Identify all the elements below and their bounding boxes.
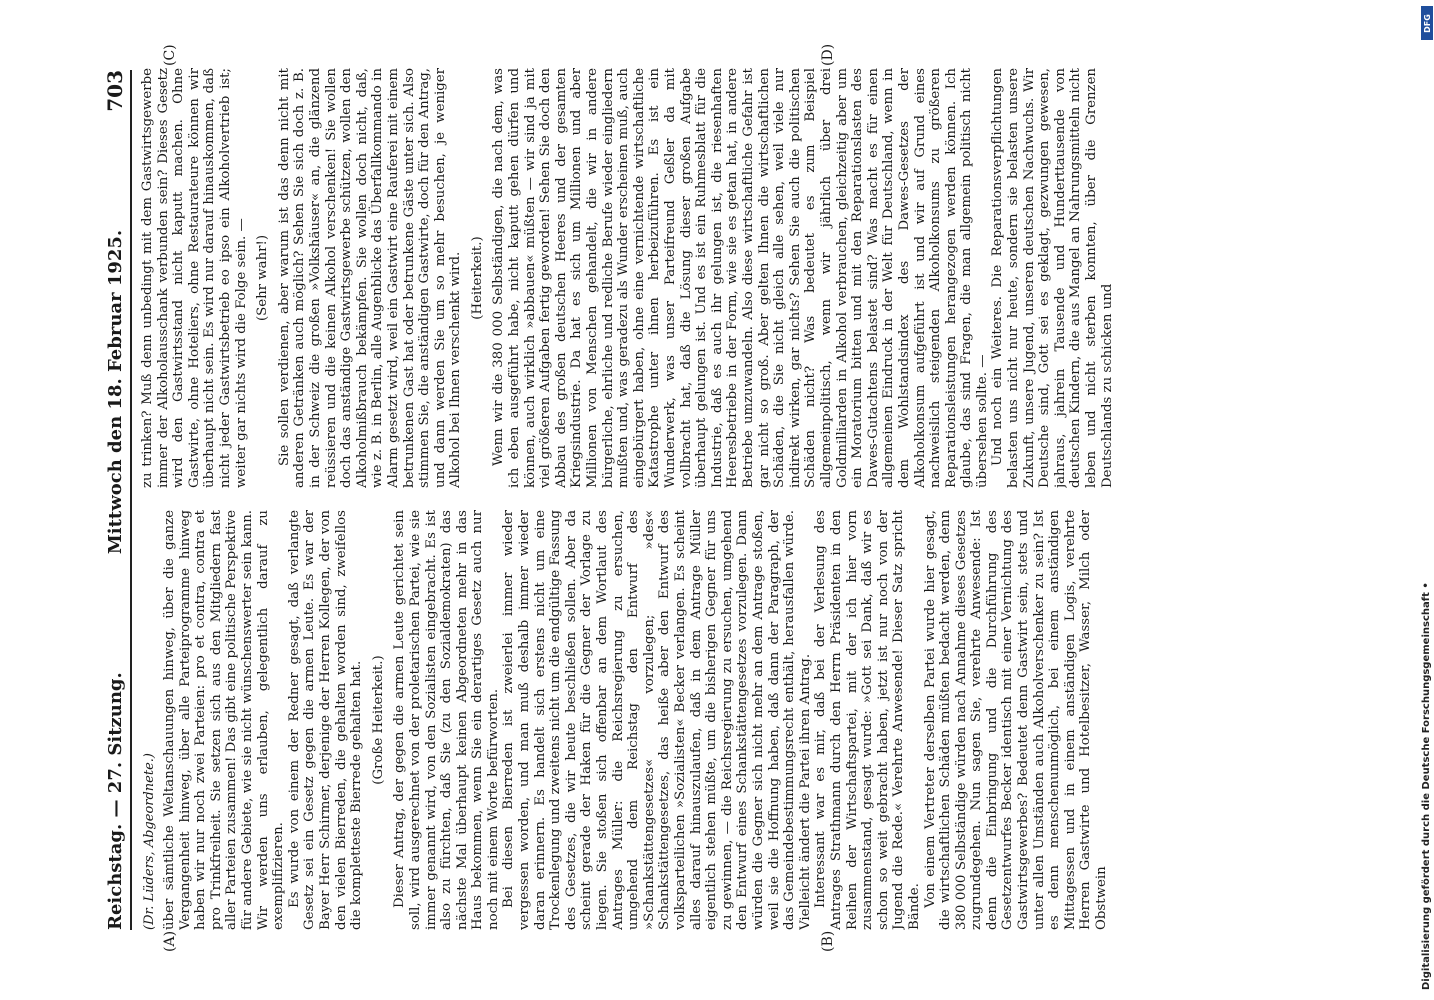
header-date: Mittwoch den 18. Februar 1925. <box>104 229 126 555</box>
rotated-page <box>100 43 1390 952</box>
interjection: (Große Heiterkeit.) <box>370 655 386 785</box>
interjection: (Heiterkeit.) <box>469 236 485 320</box>
paragraph: zu trinken? Muß denn unbedingt mit dem Gastwirtsgewerbe immer der Alkoholausschank verbunden sein? Dieses Gesetz wird den Gastwirtsstand nicht kaputt machen. Ohne Gastwirte, ohne Hoteliers, ohne Restaurateure können wir überhaupt nicht sein. Es wird nur darauf hinauskommen, daß nicht jeder Gastwirtsbetrieb eo ipso ein Alkoholvertrieb ist; weiter gar nichts wird die Folge sein. — <box>140 68 249 488</box>
paragraph: über sämtliche Weltanschauungen hinweg, über die ganze Vergangenheit hinweg, über alle Parteiprogramme hinweg haben wir nur noch zwei Parteien: pro et contra, contra et pro Trinkfreiheit. Sie setzen sich aus den Mitgliedern fast aller Parteien zusammen! Das gibt eine politische Perspektive für andere Gebiete, wie sie nicht wünschenswerter sein kann. Wir werden uns erlauben, gelegentlich darauf zu exemplifizieren. <box>162 510 287 930</box>
margin-marker-a: (A) <box>162 930 178 952</box>
text-column-left <box>162 510 1385 930</box>
page-header <box>100 70 132 930</box>
paragraph: Bei diesen Bierreden ist zweierlei immer wieder vergessen worden, und man muß deshalb immer wieder daran erinnern. Es handelt sich erstens nicht um eine Trockenlegung und zweitens nicht um die endgültige Fassung des Gesetzes, die wir heute beschließen sollen. Aber da scheint gerade der Haken für die Gegner der Vorlage zu liegen. Sie stoßen sich offenbar an dem Wortlaut des Antrages Müller: die Reichsregierung zu ersuchen, umgehend dem Reichstag den Entwurf des »Schankstättengesetzes« vorzulegen; »des« Schankstättengesetzes, das heiße aber den Entwurf des volksparteilichen »Sozialisten« Becker verlangen. Es scheint alles darauf hinauszulaufen, daß in dem Antrage Müller eigentlich stehen müßte, um die bisherigen Gegner für uns zu gewinnen, — die Reichsregierung zu ersuchen, umgehend den Entwurf eines Schankstättengesetzes vorzulegen. Dann würden die Gegner sich nicht mehr an dem Antrage stoßen, weil sie die Hoffnung haben, daß dann der Paragraph, der das Gemeindebestimmungsrecht enthält, herausfallen würde. Vielleicht ändert die Partei ihren Antrag. <box>501 510 813 930</box>
header-session: Reichstag. — 27. Sitzung. <box>104 672 126 930</box>
paragraph: Interessant war es mir, daß bei der Verlesung des Antrages Strathmann durch den Herrn Präsidenten in den Reihen der Wirtschaftspartei, mit der ich hier vorn zusammenstand, gesagt wurde: »Gott sei Dank, daß wir es schon so weit gebracht haben, jetzt ist nur noch von der Jugend die Rede.« Verehrte Anwesende! Dieser Satz spricht Bände. <box>813 510 922 930</box>
paragraph: Und noch ein Weiteres. Die Reparationsverpflichtungen belasten uns nicht nur heute, sondern sie belasten unsere Zukunft, unsere Jugend, unseren deutschen Nachwuchs. Wir Deutsche sind, Gott sei es geklagt, gezwungen gewesen, jahraus, jahrein Tausende und Hunderttausende von deutschen Kindern, die aus Mangel an Nahrungsmitteln nicht leben und nicht sterben konnten, über die Grenzen Deutschlands zu schicken und <box>990 68 1115 488</box>
page-number: 703 <box>103 70 127 112</box>
text-column-right <box>140 68 1385 488</box>
paragraph: Dieser Antrag, der gegen die armen Leute gerichtet sein soll, wird ausgerechnet von der proletarischen Partei, wie sie immer genannt wird, von den Sozialisten eingebracht. Es ist also zu fürchten, daß Sie (zu den Sozialdemokraten) das nächste Mal überhaupt keinen Abgeordneten mehr in das Haus bekommen, wenn Sie ein derartiges Gesetz auch nur noch mit einem Worte befürworten. <box>392 510 501 930</box>
speaker-line: (Dr. Lüders, Abgeordnete.) <box>142 753 157 930</box>
paragraph: Wenn wir die 380 000 Selbständigen, die nach dem, was ich eben ausgeführt habe, nicht kaputt gehen dürfen und können, auch wirklich »abbauen« müßten — wir sind ja mit viel größeren Aufgaben fertig geworden! Sehen Sie doch den Abbau des großen deutschen Heeres und der gesamten Kriegsindustrie. Da hat es sich um Millionen und aber Millionen von Menschen gehandelt, die wir in andere bürgerliche, ehrliche und redliche Berufe wieder eingliedern mußten und, was geradezu als Wunder erscheinen muß, auch eingebürgert haben, ohne eine vernichtende wirtschaftliche Katastrophe unter ihnen herbeizuführen. Es ist ein Wunderwerk, was unser Parteifreund Geßler da mit vollbracht hat, daß die Lösung dieser großen Aufgabe überhaupt gelungen ist. Und es ist ein Ruhmesblatt für die Industrie, daß es auch ihr gelungen ist, die riesenhaften Heeresbetriebe in der Form, wie sie es getan hat, in andere Betriebe umzuwandeln. Also diese wirtschaftliche Gefahr ist gar nicht so groß. Aber gelten Ihnen die wirtschaftlichen Schäden, die Sie nicht gleich alle sehen, weil viele nur indirekt wirken, gar nichts? Sehen Sie auch die politischen Schäden nicht? Was bedeutet es zum Beispiel allgemeinpolitisch, wenn wir jährlich über drei Goldmilliarden in Alkohol verbrauchen, gleichzeitig aber um ein Moratorium bitten und mit den Reparationslasten des Dawes-Gutachtens belastet sind? Was macht es für einen allgemeinen Eindruck in der Welt für Deutschland, wenn in dem Wohlstandsindex des Dawes-Gesetzes der Alkoholkonsum aufgeführt ist und wir auf Grund eines nachweislich steigenden Alkoholkonsums zu größeren Reparationsleistungen herangezogen werden können. Ich glaube, das sind Fragen, die man allgemein politisch nicht übersehen sollte. — <box>491 68 990 488</box>
funding-note-text: Digitalisierung gefördert durch die Deutsche Forschungsgemeinschaft • <box>1421 582 1432 990</box>
interjection: (Sehr wahr!) <box>255 234 271 322</box>
paragraph: Es wurde von einem der Redner gesagt, daß verlangte Gesetz sei ein Gesetz gegen die armen Leute. Es war der Bayer Herr Schirmer, derjenige der Herren Kollegen, der von den vielen Bierreden, die gehalten worden sind, zweifellos die kompletteste Bierrede gehalten hat. <box>286 510 365 930</box>
paragraph: Sie sollen verdienen, aber warum ist das denn nicht mit anderen Getränken auch möglich? Sehen Sie sich doch z. B. in der Schweiz die großen »Volkshäuser« an, die glänzend reüssieren und die keinen Alkohol verschenken! Sie wollen doch das anständige Gastwirtsgewerbe schützen, wollen den Alkoholmißbrauch bekämpfen. Sie wollen doch nicht, daß, wie z. B. in Berlin, alle Augenblicke das Überfallkommando in Alarm gesetzt wird, weil ein Gastwirt eine Rauferei mit einem betrunkenen Gast hat oder betrunkene Gäste unter sich. Also stimmen Sie, die anständigen Gastwirte, doch für den Antrag, und dann werden Sie um so mehr besuchen, je weniger Alkohol bei Ihnen verschenkt wird. <box>276 68 464 488</box>
dfg-logo-text: DFG <box>1422 13 1432 33</box>
margin-marker-b: (B) <box>820 930 836 952</box>
dfg-logo <box>1421 6 1433 40</box>
margin-marker-d: (D) <box>820 43 836 66</box>
margin-marker-c: (C) <box>162 44 178 66</box>
funding-note <box>1420 10 1434 990</box>
paragraph: Von einem Vertreter derselben Partei wurde hier gesagt, die wirtschaftlichen Schäden müßten bedacht werden, denn 380 000 Selbständige würden nach Annahme dieses Gesetzes zugrundegehen. Nun sagen Sie, verehrte Anwesende: Ist denn die Einbringung und die Durchführung des Gesetzentwurfes Becker identisch mit einer Vernichtung des Gastwirtsgewerbes? Bedeutet denn Gastwirt sein, stets und unter allen Umständen auch Alkoholverschenker zu sein? Ist es denn menschenunmöglich, bei einem anständigen Mittagessen und in einem anständigen Logis, verehrte Herren Gastwirte und Hotelbesitzer, Wasser, Milch oder Obstwein <box>922 510 1110 930</box>
